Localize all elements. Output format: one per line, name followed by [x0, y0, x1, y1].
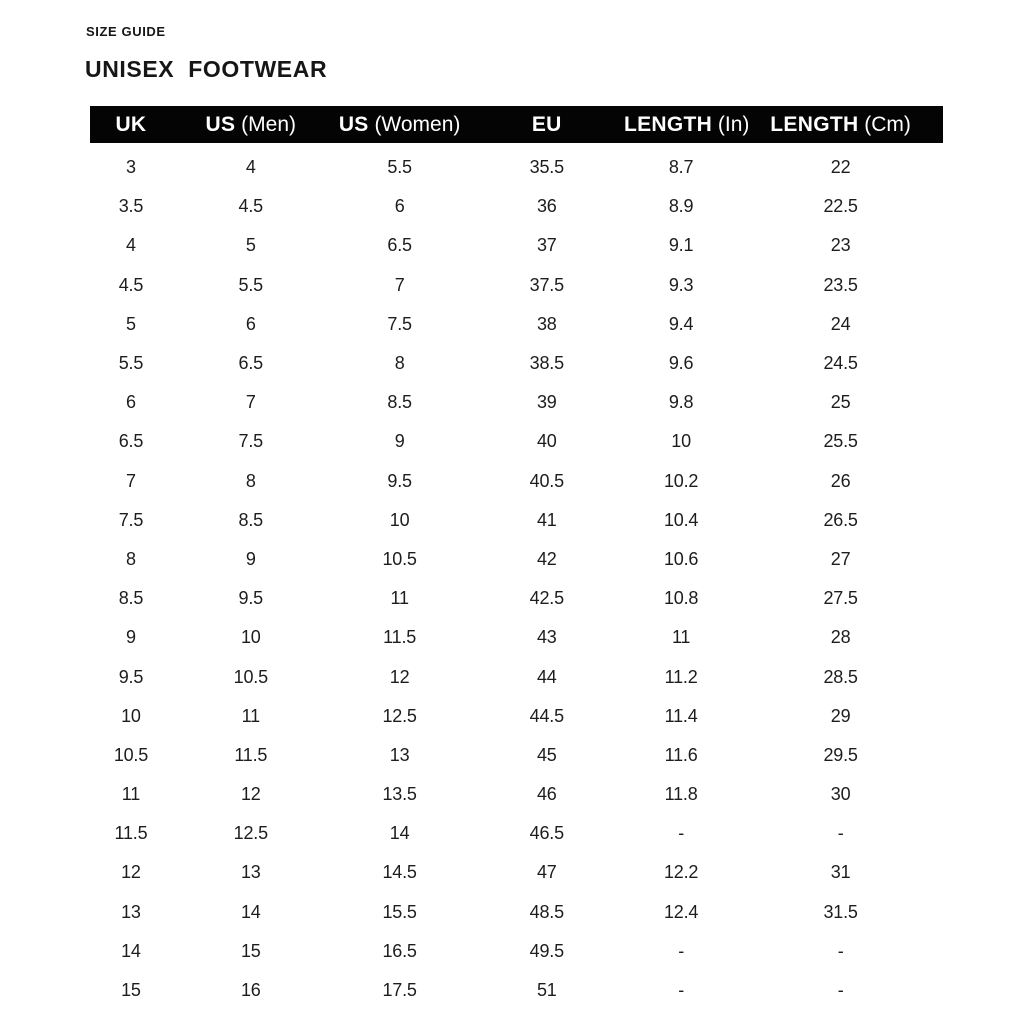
table-cell: 22	[830, 157, 851, 178]
table-cell: 22.5	[823, 196, 858, 217]
table-cell: 38	[536, 313, 557, 334]
table-row	[90, 344, 943, 383]
table-cell: 46	[536, 784, 557, 805]
table-cell: 23	[830, 235, 851, 256]
table-cell: 9.3	[668, 274, 694, 295]
table-cell: 14	[121, 940, 141, 961]
table-cell: 28	[830, 627, 851, 648]
table-cell: 4	[126, 235, 136, 256]
column-header-length-4	[623, 112, 750, 137]
table-cell: 26.5	[823, 509, 858, 530]
table-cell: 42	[536, 548, 557, 569]
column-header-us-1	[172, 113, 330, 137]
table-cell: 44	[536, 666, 557, 687]
table-cell: 46.5	[529, 823, 564, 844]
table-row	[90, 540, 943, 579]
table-cell: 10.5	[233, 666, 268, 687]
table-cell: 29	[830, 705, 851, 726]
table-cell: 15.5	[382, 901, 417, 922]
table-cell: 24	[830, 313, 851, 334]
table-cell: 11.2	[664, 666, 698, 687]
table-cell: 8.5	[118, 588, 144, 609]
table-cell: 4	[245, 157, 256, 178]
size-guide-label: SIZE GUIDE	[86, 24, 166, 39]
table-cell: 37	[536, 235, 557, 256]
table-cell: 10	[671, 431, 691, 452]
column-header-bold-text: LENGTH	[770, 112, 859, 136]
table-cell: 7.5	[387, 313, 412, 334]
table-cell: 8.7	[668, 157, 694, 178]
table-header-row	[90, 106, 943, 143]
table-row	[90, 501, 943, 540]
table-cell: 3.5	[118, 196, 144, 217]
table-row	[90, 657, 943, 696]
table-cell: 16	[240, 980, 261, 1001]
table-cell: 10	[389, 509, 410, 530]
table-row	[90, 187, 943, 226]
table-cell: -	[837, 823, 844, 844]
table-row	[90, 775, 943, 814]
table-cell: 10	[121, 705, 141, 726]
table-cell: 8	[245, 470, 256, 491]
table-cell: 13.5	[382, 784, 417, 805]
table-cell: 9	[394, 431, 405, 452]
table-row	[90, 618, 943, 657]
column-header-bold-text: EU	[531, 112, 562, 136]
table-cell: 10.2	[663, 470, 699, 491]
table-cell: 7	[245, 392, 256, 413]
table-row	[90, 462, 943, 501]
table-cell: 27	[830, 548, 851, 569]
table-cell: 11	[390, 588, 409, 609]
table-cell: 14	[389, 823, 410, 844]
table-cell: 17.5	[382, 980, 417, 1001]
table-cell: 9.6	[668, 353, 694, 374]
table-cell: 26	[830, 470, 851, 491]
table-row	[90, 814, 943, 853]
table-cell: 12	[240, 784, 261, 805]
table-cell: 11	[671, 627, 691, 648]
table-cell: 11.5	[114, 823, 148, 844]
table-cell: 7	[394, 274, 405, 295]
table-cell: 6	[245, 313, 256, 334]
column-header-qualifier-text: (Men)	[235, 112, 296, 136]
table-cell: 42.5	[529, 588, 564, 609]
table-cell: 4.5	[238, 196, 263, 217]
table-cell: 9	[126, 627, 136, 648]
table-cell: 11	[241, 705, 260, 726]
table-row	[90, 697, 943, 736]
table-cell: 10.5	[382, 548, 417, 569]
table-cell: 8.5	[238, 509, 263, 530]
table-cell: 47	[536, 862, 557, 883]
column-header-uk-0	[90, 113, 172, 137]
column-header-length-5	[738, 113, 943, 137]
table-row	[90, 579, 943, 618]
column-header-eu-3	[470, 113, 624, 137]
table-cell: 40.5	[529, 470, 564, 491]
table-cell: 8	[126, 548, 136, 569]
table-cell: 7.5	[118, 509, 144, 530]
table-cell: 4.5	[118, 274, 144, 295]
table-row	[90, 853, 943, 892]
table-cell: 9	[245, 548, 256, 569]
table-cell: 12	[389, 666, 410, 687]
table-cell: 13	[121, 901, 141, 922]
table-cell: 14	[240, 901, 261, 922]
table-cell: 24.5	[823, 353, 858, 374]
table-cell: 3	[126, 157, 136, 178]
table-row	[90, 305, 943, 344]
table-cell: 39	[536, 392, 557, 413]
table-cell: 31	[830, 862, 851, 883]
table-cell: 25.5	[823, 431, 858, 452]
table-cell: 9.4	[668, 313, 694, 334]
table-cell: 11.8	[664, 784, 698, 805]
column-header-bold-text: UK	[115, 112, 147, 136]
table-cell: 7.5	[238, 431, 263, 452]
table-row	[90, 383, 943, 422]
table-cell: 12.2	[663, 862, 699, 883]
table-cell: -	[678, 980, 684, 1001]
table-cell: 5.5	[387, 157, 412, 178]
table-cell: 9.8	[668, 392, 694, 413]
table-cell: 6	[394, 196, 405, 217]
table-cell: 8.5	[387, 392, 412, 413]
table-row	[90, 148, 943, 187]
page-title: UNISEX FOOTWEAR	[85, 56, 328, 82]
table-row	[90, 893, 943, 932]
table-cell: 30	[830, 784, 851, 805]
table-cell: 44.5	[529, 705, 564, 726]
table-row	[90, 932, 943, 971]
table-cell: 9.5	[387, 470, 412, 491]
table-row	[90, 971, 943, 1010]
table-body	[90, 143, 943, 1010]
size-conversion-table	[90, 106, 943, 1010]
table-cell: 5	[245, 235, 256, 256]
table-cell: 13	[240, 862, 261, 883]
table-cell: 12	[121, 862, 141, 883]
table-cell: 43	[536, 627, 557, 648]
table-cell: 23.5	[823, 274, 858, 295]
column-header-qualifier-text: (In)	[712, 112, 750, 136]
table-cell: 9.5	[238, 588, 263, 609]
column-header-qualifier-text: (Cm)	[858, 112, 911, 136]
table-cell: 25	[830, 392, 851, 413]
table-cell: 28.5	[823, 666, 858, 687]
column-header-bold-text: US	[338, 112, 369, 136]
column-header-us-2	[330, 113, 470, 137]
table-cell: 7	[126, 470, 136, 491]
table-cell: 13	[389, 744, 410, 765]
table-cell: 10.4	[663, 509, 699, 530]
table-cell: 27.5	[823, 588, 858, 609]
table-cell: 11.6	[664, 744, 698, 765]
table-cell: 40	[536, 431, 557, 452]
table-cell: 10.5	[113, 744, 149, 765]
table-cell: 15	[121, 980, 141, 1001]
table-cell: 11.4	[664, 705, 698, 726]
table-cell: 9.1	[668, 235, 694, 256]
table-cell: 51	[536, 980, 557, 1001]
table-cell: 11.5	[383, 627, 417, 648]
table-cell: 49.5	[529, 940, 564, 961]
table-cell: 45	[536, 744, 557, 765]
table-row	[90, 736, 943, 775]
table-cell: 11.5	[234, 744, 268, 765]
table-cell: 8	[394, 353, 405, 374]
table-row	[90, 422, 943, 461]
table-row	[90, 226, 943, 265]
table-row	[90, 266, 943, 305]
table-cell: 36	[536, 196, 557, 217]
table-cell: 41	[536, 509, 557, 530]
table-cell: 6	[126, 392, 136, 413]
table-cell: 35.5	[529, 157, 564, 178]
column-header-bold-text: US	[205, 112, 236, 136]
table-cell: -	[678, 940, 684, 961]
table-cell: 9.5	[118, 666, 144, 687]
table-cell: -	[837, 940, 844, 961]
table-cell: 29.5	[823, 744, 858, 765]
table-cell: -	[837, 980, 844, 1001]
column-header-qualifier-text: (Women)	[368, 112, 461, 136]
table-cell: 5.5	[238, 274, 263, 295]
table-cell: 6.5	[387, 235, 412, 256]
table-cell: 11	[121, 784, 141, 805]
table-cell: -	[678, 823, 684, 844]
table-cell: 12.5	[382, 705, 417, 726]
table-cell: 8.9	[668, 196, 694, 217]
table-cell: 12.4	[663, 901, 699, 922]
table-cell: 5	[126, 313, 136, 334]
table-cell: 14.5	[382, 862, 417, 883]
table-cell: 5.5	[118, 353, 144, 374]
table-cell: 38.5	[529, 353, 564, 374]
table-cell: 48.5	[529, 901, 564, 922]
table-cell: 10	[240, 627, 261, 648]
table-cell: 15	[240, 940, 261, 961]
column-header-bold-text: LENGTH	[623, 112, 713, 136]
table-cell: 10.8	[663, 588, 699, 609]
table-cell: 6.5	[118, 431, 144, 452]
table-cell: 6.5	[238, 353, 263, 374]
table-cell: 16.5	[382, 940, 417, 961]
table-cell: 12.5	[233, 823, 268, 844]
table-cell: 31.5	[823, 901, 858, 922]
table-cell: 10.6	[663, 548, 699, 569]
table-cell: 37.5	[529, 274, 564, 295]
